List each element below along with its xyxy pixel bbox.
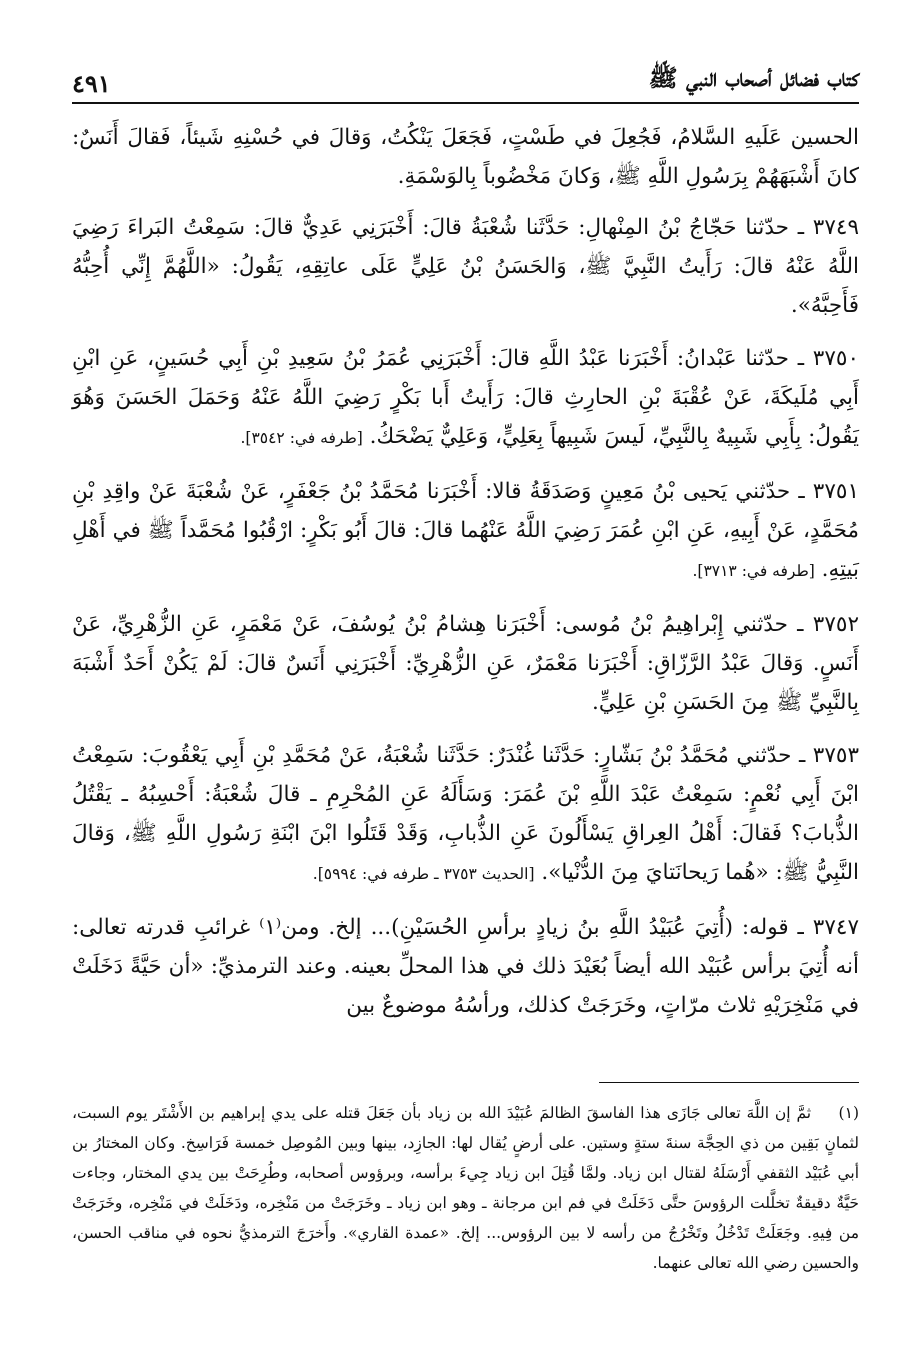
- hadith-3749: [72, 208, 859, 325]
- paragraph-text: ٣٧٥١ ـ حدّثني يَحيى بْنُ مَعِينٍ وَصَدَقَةُ قالا: أَخْبَرَنا مُحَمَّدُ بْنُ جَعْفَرٍ، عَنْ شُعْبَةَ عَنْ واقِدِ بْنِ مُحَمَّدٍ، عَنْ أَبِيهِ، عَنِ ابْنِ عُمَرَ رَضِيَ اللَّهُ عَنْهُما قالَ: قالَ أَبُو بَكْرٍ: ارْقُبُوا مُحَمَّداً ﷺ في أَهْلِ بَيتِهِ.: [72, 479, 859, 582]
- paragraph-text: ٣٧٤٩ ـ حدّثنا حَجّاجُ بْنُ المِنْهالِ: حَدَّثَنا شُعْبَةُ قالَ: أَخْبَرَنِي عَدِيٌّ قالَ: سَمِعْتُ البَراءَ رَضِيَ اللَّهُ عَنْهُ قالَ: رَأَيتُ النَّبِيَّ ﷺ، وَالحَسَنُ بْنُ عَلِيٍّ عَلَى عاتِقِهِ، يَقُولُ: «اللَّهُمَّ إِنِّي أُحِبُّهُ فَأَحِبَّهُ».: [72, 215, 859, 318]
- cross-reference: [طرفه في: ٣٥٤٢].: [240, 429, 363, 447]
- main-text: [72, 118, 859, 1039]
- hadith-3752: [72, 605, 859, 722]
- cross-reference: [طرفه في: ٣٧١٣].: [692, 562, 815, 580]
- footnote-separator: [599, 1082, 859, 1083]
- footnote-text: ثمَّ إن اللَّهَ تعالى جَازَى هذا الفاسقَ الظالمَ عُبَيْدَ الله بن زياد بأن جَعَلَ قتله على يدي إبراهيم بن الأَشْتَر يوم السبت، لثمانٍ بَقِين من ذي الحِجَّة سنةَ ستةٍ وستين. على أرضٍ يُقال لها: الجازِد، بينها وبين المُوصِل خمسة فَرَاسِخ. وكان المختارُ بن أبي عُبَيْد الثقفي أَرْسَلَهُ لقتال ابن زياد. ولمَّا قُتِلَ ابن زياد جِيءَ برأسه، وبرؤوس أصحابه، وطُرِحَتْ بين يدي المختار، وجاءت حَيَّةٌ دقيقةٌ تخلَّلت الرؤوسَ حتَّى دَخَلَتْ في فم ابن مرجانة ـ وهو ابن زياد ـ وخَرَجَتْ من مَنْخِره، ودَخَلَتْ في مَنْخِره، وخَرَجَتْ من فِيهِ. وجَعَلَتْ تَدْخُلُ وتَخْرُجُ من رأسه لا بين الرؤوس... إلخ. «عمدة القاري». وأَخرَجَ الترمذيُّ نحوه في مناقب الحسن، والحسين رضي الله تعالى عنهما.: [72, 1104, 859, 1272]
- paragraph-text: ٣٧٤٧ ـ قوله: (أُتِيَ عُبَيْدُ اللَّهِ بنُ زيادٍ برأسِ الحُسَيْنِ)... إلخ. ومن⁽١⁾ غرائبِ قدرته تعالى: أنه أُتِيَ برأس عُبَيْد الله أيضاً بُعَيْدَ ذلك في هذا المحلِّ بعينه. وعند الترمذيِّ: «أن حَيَّةً دَخَلَتْ في مَنْخِرَيْهِ ثلاث مرّاتٍ، وخَرَجَتْ كذلك، ورأسُهُ موضوعٌ بين: [72, 915, 859, 1018]
- paragraph-text: ٣٧٥٣ ـ حدّثني مُحَمَّدُ بْنُ بَشّارٍ: حَدَّثَنا غُنْدَرٌ: حَدَّثَنا شُعْبَةُ، عَنْ مُحَمَّدِ بْنِ أَبِي يَعْقُوبَ: سَمِعْتُ ابْنَ أَبِي نُعْمٍ: سَمِعْتُ عَبْدَ اللَّهِ بْنَ عُمَرَ: وَسَأَلَهُ عَنِ المُحْرِمِ ـ قالَ شُعْبَةُ: أَحْسِبُهُ ـ يَقْتُلُ الذُّبابَ؟ فَقالَ: أَهْلُ العِراقِ يَسْأَلُونَ عَنِ الذُّبابِ، وَقَدْ قَتَلُوا ابْنَ ابْنَةِ رَسُولِ اللَّهِ ﷺ، وَقالَ النَّبِيُّ ﷺ: «هُما رَيحانَتايَ مِنَ الدُّنْيا».: [72, 743, 859, 885]
- footnote-marker: (١): [838, 1104, 859, 1122]
- hadith-3751: [72, 472, 859, 591]
- book-title: كتاب فضائل أصحاب النبي ﷺ: [648, 63, 859, 92]
- paragraph-text: ٣٧٥٢ ـ حدّثني إِبْراهِيمُ بْنُ مُوسى: أَخْبَرَنا هِشامُ بْنُ يُوسُفَ، عَنْ مَعْمَرٍ، عَنِ الزُّهْرِيِّ، عَنْ أَنَسٍ. وَقالَ عَبْدُ الرَّزّاقِ: أَخْبَرَنا مَعْمَرٌ، عَنِ الزُّهْرِيِّ: أَخْبَرَنِي أَنَسٌ قالَ: لَمْ يَكُنْ أَحَدٌ أَشْبَهَ بِالنَّبِيِّ ﷺ مِنَ الحَسَنِ بْنِ عَلِيٍّ.: [72, 612, 859, 715]
- paragraph-continuation: [72, 118, 859, 196]
- hadith-3753: [72, 736, 859, 894]
- running-header: [72, 58, 859, 104]
- hadith-3750: [72, 339, 859, 458]
- commentary-3747: [72, 908, 859, 1025]
- paragraph-text: ٣٧٥٠ ـ حدّثنا عَبْدانُ: أَخْبَرَنا عَبْدُ اللَّهِ قالَ: أَخْبَرَنِي عُمَرُ بْنُ سَعِيدِ بْنِ أَبِي حُسَينٍ، عَنِ ابْنِ أَبِي مُلَيكَةَ، عَنْ عُقْبَةَ بْنِ الحارِثِ قالَ: رَأَيتُ أَبا بَكْرٍ رَضِيَ اللَّهُ عَنْهُ وَحَمَلَ الحَسَنَ وَهُوَ يَقُولُ: بِأَبِي شَبِيهٌ بِالنَّبِيِّ، لَيسَ شَبِيهاً بِعَلِيٍّ، وَعَلِيٌّ يَضْحَكُ.: [72, 346, 859, 449]
- footnote: [72, 1098, 859, 1278]
- page-number: ٤٩١: [72, 69, 111, 98]
- cross-reference: [الحديث ٣٧٥٣ ـ طرفه في: ٥٩٩٤].: [312, 865, 535, 883]
- paragraph-text: الحسين عَلَيهِ السَّلامُ، فَجُعِلَ في طَسْتٍ، فَجَعَلَ يَنْكُتُ، وَقالَ في حُسْنِهِ شَيئاً، فَقالَ أَنَسٌ: كانَ أَشْبَهَهُمْ بِرَسُولِ اللَّهِ ﷺ، وَكانَ مَخْضُوباً بِالوَسْمَةِ.: [72, 125, 859, 189]
